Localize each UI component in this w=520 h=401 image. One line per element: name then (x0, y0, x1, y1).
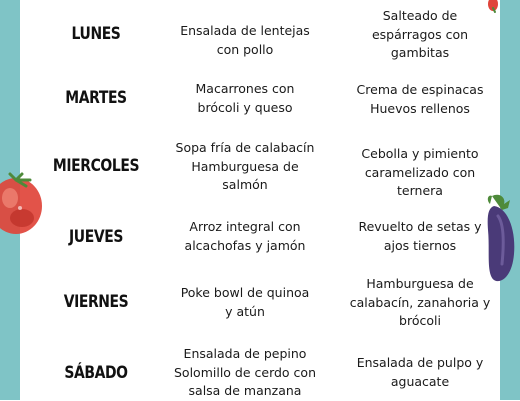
dinner-line: Huevos rellenos (370, 100, 470, 116)
dinner-line: Crema de espinacas (356, 82, 484, 97)
day-label: MIERCOLES (52, 156, 140, 176)
lunch-cell (150, 22, 340, 59)
dinner-line: Cebolla y pimiento (361, 146, 479, 161)
tomato-illustration (0, 168, 48, 238)
lunch-line: alcachofas y jamón (184, 237, 306, 253)
eggplant-illustration (478, 190, 520, 286)
dinner-line: Salteado de (382, 8, 458, 23)
lunch-line: Solomillo de cerdo con (174, 364, 316, 380)
dinner-line: caramelizado con (364, 164, 476, 180)
dinner-line: gambitas (390, 45, 450, 60)
dinner-line: Ensalada de pulpo y (356, 355, 484, 370)
dinner-line: ternera (397, 183, 443, 198)
dinner-line: calabacín, zanahoria y (349, 294, 491, 310)
lunch-line: Sopa fría de calabacín (175, 140, 315, 155)
lunch-line: salsa de manzana (188, 383, 302, 398)
lunch-cell (150, 80, 340, 117)
dinner-line: brócoli (399, 313, 441, 328)
lunch-line: Ensalada de lentejas (180, 23, 310, 38)
dinner-line: Revuelto de setas y (358, 219, 482, 234)
lunch-line: Hamburguesa de (191, 158, 299, 174)
dinner-cell (325, 7, 515, 63)
lunch-cell (150, 345, 340, 401)
day-label: JUEVES (69, 227, 123, 247)
lunch-line: con pollo (216, 41, 274, 57)
day-label: SÁBADO (64, 363, 128, 383)
menu-sheet (20, 0, 500, 400)
dinner-cell (325, 81, 515, 118)
lunch-line: Arroz integral con (189, 219, 301, 234)
dinner-line: aguacate (390, 373, 450, 389)
dinner-cell (325, 354, 515, 391)
lunch-line: Ensalada de pepino (183, 346, 307, 361)
lunch-cell (150, 218, 340, 255)
lunch-line: Poke bowl de quinoa (180, 285, 310, 300)
dinner-line: espárragos con (371, 26, 469, 42)
dinner-line: Hamburguesa de (366, 276, 474, 291)
lunch-cell (150, 139, 340, 195)
lunch-line: Macarrones con (195, 81, 295, 96)
day-label: LUNES (71, 24, 121, 44)
lunch-cell (150, 284, 340, 321)
tomato-top-illustration (486, 0, 500, 14)
lunch-line: y atún (225, 303, 265, 319)
dinner-line: ajos tiernos (383, 237, 457, 253)
day-label: VIERNES (63, 292, 129, 312)
lunch-line: brócoli y queso (197, 99, 293, 115)
lunch-line: salmón (222, 177, 268, 192)
day-label: MARTES (65, 88, 127, 108)
